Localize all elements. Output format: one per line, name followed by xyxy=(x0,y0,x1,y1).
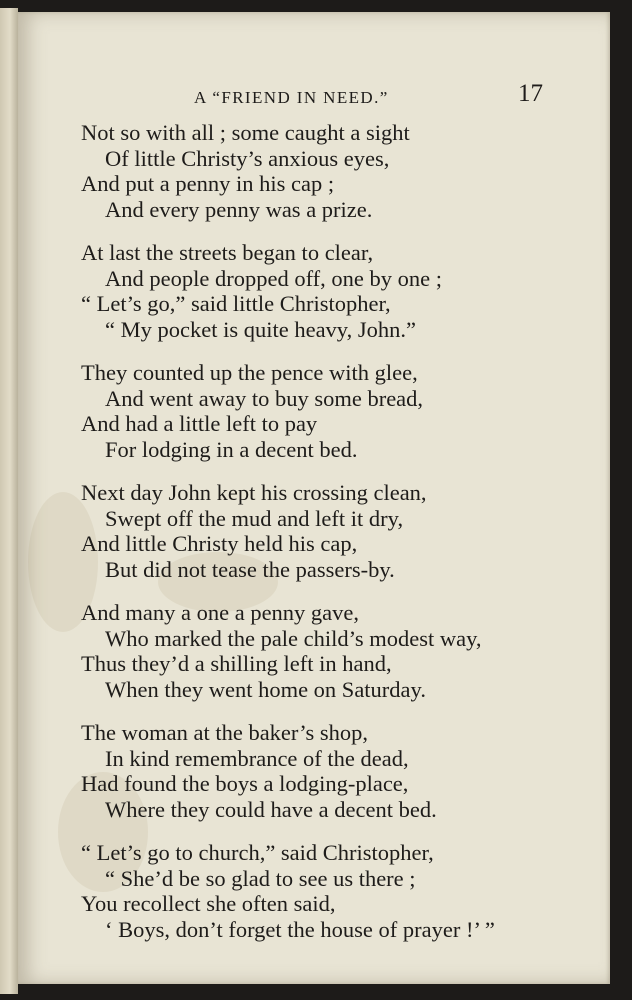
poem-line: And many a one a penny gave, xyxy=(81,600,360,625)
stanza xyxy=(81,360,601,462)
poem-line: “ She’d be so glad to see us there ; xyxy=(105,865,416,891)
stanza xyxy=(81,240,601,342)
poem-line: At last the streets began to clear, xyxy=(81,240,374,265)
poem-line: In kind remembrance of the dead, xyxy=(105,745,409,771)
poem-line: For lodging in a decent bed. xyxy=(105,436,358,462)
poem-line: “ My pocket is quite heavy, John.” xyxy=(105,316,416,342)
book-page xyxy=(18,12,610,984)
poem-line: “ Let’s go to church,” said Christopher, xyxy=(81,840,434,865)
poem-body xyxy=(81,120,601,960)
running-head: A “FRIEND IN NEED.” xyxy=(194,88,389,107)
poem-line: When they went home on Saturday. xyxy=(105,676,426,702)
poem-line: But did not tease the passers-by. xyxy=(105,556,395,582)
poem-line: And every penny was a prize. xyxy=(105,196,373,222)
stanza xyxy=(81,840,601,942)
poem-line: And put a penny in his cap ; xyxy=(81,171,335,196)
stanza xyxy=(81,600,601,702)
poem-line: Swept off the mud and left it dry, xyxy=(105,505,404,531)
poem-line: Had found the boys a lodging-place, xyxy=(81,771,409,796)
stanza xyxy=(81,120,601,222)
facing-page-edge xyxy=(0,8,18,994)
poem-line: Next day John kept his crossing clean, xyxy=(81,480,427,505)
poem-line: The woman at the baker’s shop, xyxy=(81,720,369,745)
poem-line: Not so with all ; some caught a sight xyxy=(81,120,410,145)
poem-line: And had a little left to pay xyxy=(81,411,318,436)
poem-line: And little Christy held his cap, xyxy=(81,531,358,556)
page-number: 17 xyxy=(518,80,543,107)
poem-line: Where they could have a decent bed. xyxy=(105,796,437,822)
poem-line: And people dropped off, one by one ; xyxy=(105,265,443,291)
stanza xyxy=(81,480,601,582)
poem-line: Thus they’d a shilling left in hand, xyxy=(81,651,392,676)
page-header xyxy=(18,74,610,114)
poem-line: ‘ Boys, don’t forget the house of prayer !’ ” xyxy=(105,916,495,942)
poem-line: Who marked the pale child’s modest way, xyxy=(105,625,482,651)
poem-line: And went away to buy some bread, xyxy=(105,385,424,411)
poem-line: Of little Christy’s anxious eyes, xyxy=(105,145,390,171)
stanza xyxy=(81,720,601,822)
poem-line: “ Let’s go,” said little Christopher, xyxy=(81,291,391,316)
poem-line: They counted up the pence with glee, xyxy=(81,360,418,385)
poem-line: You recollect she often said, xyxy=(81,891,336,916)
